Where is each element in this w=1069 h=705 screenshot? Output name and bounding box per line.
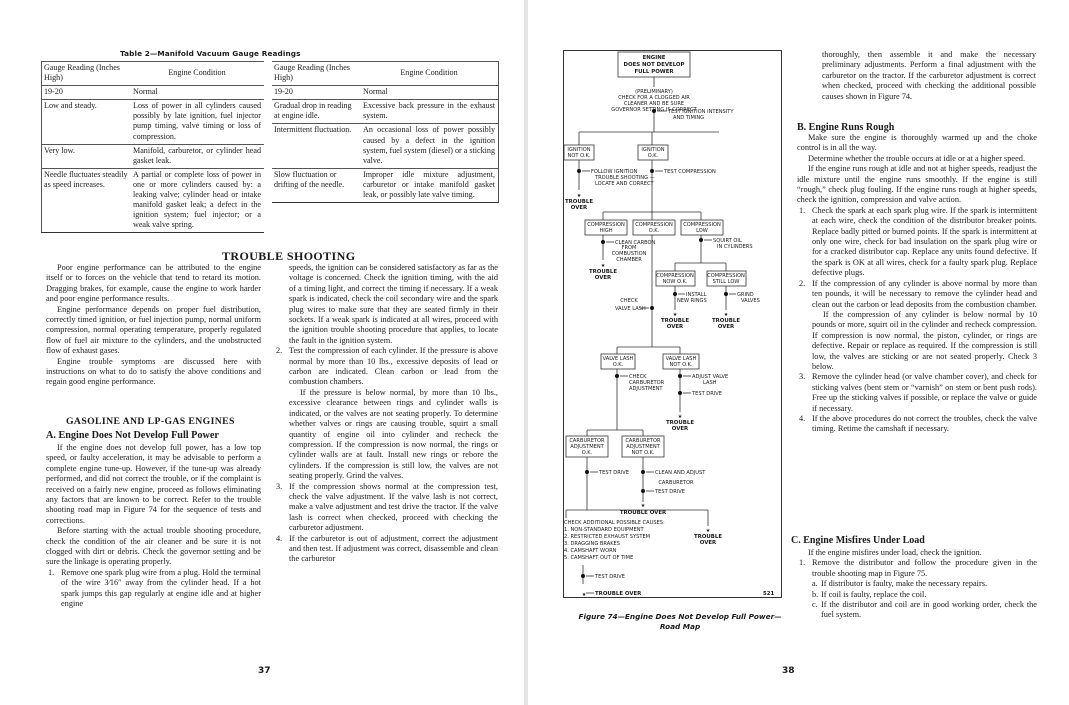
paragraph: thoroughly, then assemble it and make the necessary preliminary adjustments. Perform a final adjustment with the carburetor on the tractor. If the carburetor adjustment is correct when checked, proceed with checking the additional possible causes shown in Figure 74. [822,50,1036,101]
star-icon: ★ [581,592,587,598]
star-icon: ★ [576,193,582,199]
svg-text:STILL LOW: STILL LOW [712,279,740,285]
list-item [46,568,261,610]
svg-text:ADJUSTMENT: ADJUSTMENT [629,386,663,392]
section-b-heading: B. Engine Runs Rough [797,122,895,133]
condition-cell: A partial or complete loss of power in one or more cylinders caused by: a leaking valve; cylinder head or intake manifold gasket leak; a defect in the ignition system; fuel injector; or a weak valve spring. [131,168,264,233]
section-a-text [46,443,261,610]
svg-text:OVER: OVER [570,205,588,211]
step-text: Remove one spark plug wire from a plug. Hold the terminal of the wire 3⁄16″ away from the cylinder head. If a hot spark jumps this gap regularly at engine idle and at higher engine [61,567,261,609]
step-number: 2. [799,278,806,288]
col-header-condition: Engine Condition [131,62,264,86]
svg-text:ADJUSTMENT: ADJUSTMENT [570,444,604,450]
step-text: If the compression of any cylinder is below normal by 10 pounds or more, squirt oil in the cylinder and recheck compression. If compression is now normal, the piston, cylinder, or rings are defective. Repair or replace as required. If the compression is still low, the valves are sticking or are not seated properly. Check 3 below. [812,309,1037,371]
svg-text:HIGH: HIGH [599,228,613,234]
svg-text:DOES NOT DEVELOP: DOES NOT DEVELOP [623,62,685,68]
svg-text:5. CAMSHAFT OUT OF TIME: 5. CAMSHAFT OUT OF TIME [564,555,634,561]
gasoline-lp-gas-heading: GASOLINE AND LP-GAS ENGINES [66,416,235,427]
step-text: If the distributor and coil are in good working order, check the fuel system. [821,600,1037,620]
svg-text:COMBUSTION: COMBUSTION [611,251,647,257]
step-text: Remove the cylinder head (or valve chamber cover), and check for sticking valves (bent stem or “varnish” on stem or bent push rods). Free up the sticking valves if possible, or replace the valve or guide if necessary. [812,372,1037,413]
svg-text:O.K.: O.K. [648,228,660,234]
step-number: 1. [799,205,806,215]
svg-text:CHECK FOR A CLOGGED AIR: CHECK FOR A CLOGGED AIR [618,95,690,101]
svg-text:VALVE LASH: VALVE LASH [665,356,697,362]
list-item [274,482,498,534]
paragraph: If the engine misfires under load, check the ignition. [808,548,982,557]
list-item [274,346,498,481]
svg-text:NOT O.K.: NOT O.K. [631,450,655,456]
svg-text:CHECK: CHECK [620,298,638,304]
col-header-reading: Gauge Reading (Inches High) [42,62,132,86]
vacuum-table-right [272,61,499,203]
section-c-text [797,548,1037,621]
page-number-right: 38 [782,666,795,676]
steps-list [797,558,1037,620]
svg-text:CLEAN CARBON: CLEAN CARBON [615,240,656,246]
list-item [797,579,1037,589]
svg-text:OVER: OVER [666,324,684,330]
svg-text:CARBURETOR: CARBURETOR [625,438,661,444]
svg-text:IGNITION: IGNITION [641,147,665,153]
step-text: If coil is faulty, replace the coil. [821,589,927,599]
list-item [274,534,498,565]
svg-text:OVER: OVER [594,275,612,281]
star-icon: ★ [723,312,729,318]
step-text: If the pressure is below normal, by more than 10 lbs., excessive clearance between rings and cylinder walls is indicated, or the valves are not seating properly. To determine whether valves or rings are causing trouble, squirt a small quantity of engine oil into cylinder and recheck the compression. If the compression is now normal, the rings or cylinder walls are at fault. Install new rings or rebore the cylinders. If the compression is still low, the valves are not seating properly. Grind the valves. [289,387,498,481]
list-item [797,558,1037,579]
reading-cell: Gradual drop in reading at engine idle. [272,100,361,124]
substep-letter: a. [812,579,818,589]
table-caption: Table 2—Manifold Vacuum Gauge Readings [120,49,301,58]
intro-text [46,263,261,388]
paragraph: Engine performance depends on proper fuel distribution, correctly timed ignition, or fuel injection pump, normal uniform compression, normal operating temperature, properly regulated flow of fuel air mixture to the cylinders, and the unobstructed flow of exhaust gases. [46,304,261,356]
table-row [42,144,265,168]
section-c-heading: C. Engine Misfires Under Load [791,535,925,546]
svg-text:CARBURETOR: CARBURETOR [569,438,605,444]
carburetor-continued-text [822,50,1036,102]
table-row [272,168,499,202]
svg-text:COMPRESSION: COMPRESSION [656,273,694,279]
trouble-shooting-heading: TROUBLE SHOOTING [222,249,356,263]
reading-cell: 19-20 [42,86,132,100]
section-b-text [797,133,1037,435]
svg-text:TEST DRIVE: TEST DRIVE [599,470,629,476]
svg-text:ADJUSTMENT: ADJUSTMENT [626,444,660,450]
step-number: 4. [276,533,283,543]
table-row [272,100,499,124]
substep-letter: c. [812,600,818,610]
svg-text:NOW O.K.: NOW O.K. [662,279,688,285]
svg-text:NOT O.K.: NOT O.K. [567,153,591,159]
paragraph: Determine whether the trouble occurs at idle or at a higher speed. [808,153,1026,163]
list-item [797,600,1037,621]
step-number: 2. [276,346,283,356]
svg-text:TROUBLE: TROUBLE [588,269,618,275]
condition-cell: Loss of power in all cylinders caused possibly by late ignition, fuel injector pump timing, valve timing or loss of compression. [131,100,264,144]
svg-text:ADJUST VALVE: ADJUST VALVE [692,374,729,380]
step-text: Remove the distributor and follow the procedure given in the trouble shooting map in Figure 75. [812,558,1037,578]
table-row [42,100,265,144]
reading-cell: Intermittent fluctuation. [272,124,361,168]
paragraph: Make sure the engine is thoroughly warmed up and the choke control is in all the way. [797,133,1037,153]
svg-text:COMPRESSION: COMPRESSION [707,273,745,279]
svg-text:FROM: FROM [621,245,637,251]
section-a-heading: A. Engine Does Not Develop Full Power [46,430,219,441]
section-a-text-col2 [274,263,498,565]
svg-text:VALVE LASH: VALVE LASH [615,306,646,312]
svg-text:O.K.: O.K. [581,450,593,456]
svg-text:TROUBLE OVER: TROUBLE OVER [595,591,642,597]
step-text: Test the compression of each cylinder. If the pressure is above normal by more than 10 lbs., excessive deposits of lead or carbon are indicated. Clean carbon or lead from the combustion chambers. [289,346,498,387]
col-header-reading: Gauge Reading (Inches High) [272,62,361,86]
svg-text:SQUIRT OIL: SQUIRT OIL [713,238,742,244]
condition-cell: Normal [361,86,499,100]
star-icon: ★ [640,503,646,509]
svg-text:NOT O.K.: NOT O.K. [669,362,693,368]
star-icon: ★ [705,528,711,534]
step-number: 4. [799,413,806,423]
substep-letter: b. [812,589,819,599]
step-text: If the compression shows normal at the compression test, check the valve adjustment. If the valve lash is not correct, make a valve adjustment and test drive the tractor. If the valve lash is correct when checked, proceed with checking the carburetor adjustment. [289,481,498,533]
svg-text:GOVERNOR SETTING IS CORRECT: GOVERNOR SETTING IS CORRECT [611,107,697,113]
svg-text:CARBURETOR: CARBURETOR [658,480,694,486]
svg-text:TEST DRIVE: TEST DRIVE [655,489,685,495]
condition-cell: Improper idle mixture adjustment, carburetor or intake manifold gasket leak, or possibly late valve timing. [361,168,499,202]
svg-text:INSTALL: INSTALL [686,292,707,298]
step-text: If distributor is faulty, make the necessary repairs. [821,579,988,589]
svg-text:COMPRESSION: COMPRESSION [683,222,721,228]
svg-text:NEW RINGS: NEW RINGS [677,298,707,304]
page-number-left: 37 [258,666,271,676]
table-row [42,86,265,100]
svg-text:COMPRESSION: COMPRESSION [635,222,673,228]
svg-text:FULL POWER: FULL POWER [634,69,674,75]
svg-text:LASH: LASH [703,380,717,386]
svg-text:ENGINE: ENGINE [642,55,666,61]
svg-text:TEST COMPRESSION: TEST COMPRESSION [664,169,716,175]
step-number: 3. [276,481,283,491]
condition-cell: Excessive back pressure in the exhaust system. [361,100,499,124]
table-row [42,168,265,233]
svg-text:TROUBLE SHOOTING —: TROUBLE SHOOTING — [595,175,655,181]
condition-cell: Normal [131,86,264,100]
svg-text:O.K.: O.K. [647,153,659,159]
svg-text:(PRELIMINARY): (PRELIMINARY) [635,89,673,95]
svg-text:2. RESTRICTED EXHAUST SYSTEM: 2. RESTRICTED EXHAUST SYSTEM [564,534,651,540]
table-row [272,124,499,168]
svg-text:521: 521 [763,591,775,597]
svg-text:IN CYLINDERS: IN CYLINDERS [717,244,753,250]
svg-text:GRIND: GRIND [737,292,754,298]
reading-cell: Needle fluctuates steadily as speed increases. [42,168,132,233]
step-text: If the carburetor is out of adjustment, correct the adjustment and then test. If adjustment was correct, disassemble and clean the carburetor [289,533,498,564]
svg-text:IGNITION: IGNITION [567,147,591,153]
svg-text:OVER: OVER [699,540,717,546]
star-icon: ★ [672,312,678,318]
list-item [797,206,1037,279]
svg-text:3. DRAGGING BRAKES: 3. DRAGGING BRAKES [564,541,621,547]
star-icon: ★ [600,263,606,269]
svg-text:TROUBLE OVER: TROUBLE OVER [619,510,667,516]
svg-text:COMPRESSION: COMPRESSION [587,222,625,228]
paragraph: Before starting with the actual trouble shooting procedure, check the condition of the air cleaner and be sure it is not clogged with dirt or debris. Check the governor setting and be sure the linkage is operating properly. [46,526,261,567]
reading-cell: 19-20 [272,86,361,100]
svg-text:CLEANER AND BE SURE: CLEANER AND BE SURE [623,101,685,107]
steps-list [274,263,498,565]
list-item [797,590,1037,600]
svg-text:CHECK ADDITIONAL POSSIBLE CAUS: CHECK ADDITIONAL POSSIBLE CAUSES: [564,520,665,526]
step-text: speeds, the ignition can be considered satisfactory as far as the voltage is concerned. Check the ignition timing, with the aid of a timing light, and correct the timing if necessary. If a weak spark is indicated, check the coil secondary wire and the spark plug wires to make sure that they are seated firmly in their sockets. If a weak spark is indicated at all wires, proceed with the ignition trouble shooting procedure that applies, to locate the fault in the ignition system. [289,263,498,345]
svg-text:TROUBLE: TROUBLE [711,318,741,324]
paragraph: If the engine does not develop full power, has a low top speed, or faulty acceleration, it may be advisable to perform a complete engine tune-up. However, if the tune-up was already performed, and did not correct the trouble, or if the complaint is received on a fairly new engine, proceed as follows eliminating any factors that are known to be correct. Refer to the trouble shooting road map in Figure 74 for the sequence of tests and corrections. [46,443,261,525]
svg-text:OVER: OVER [717,324,735,330]
steps-list [46,568,261,610]
svg-text:TEST DRIVE: TEST DRIVE [692,391,722,397]
svg-text:OVER: OVER [671,426,689,432]
svg-text:TROUBLE: TROUBLE [660,318,690,324]
step-number: 1. [799,558,806,568]
reading-cell: Slow fluctuation or drifting of the needle. [272,168,361,202]
svg-text:FOLLOW IGNITION: FOLLOW IGNITION [591,169,638,175]
svg-text:TROUBLE: TROUBLE [693,534,723,540]
figure-caption: Figure 74—Engine Does Not Develop Full Power—Road Map [578,612,782,631]
svg-text:VALVE LASH: VALVE LASH [602,356,634,362]
col-header-condition: Engine Condition [361,62,499,86]
condition-cell: An occasional loss of power possibly caused by a defect in the ignition system, fuel system (diesel) or a sticking valve. [361,124,499,168]
star-icon: ★ [677,414,683,420]
svg-text:TEST IGNITION INTENSITY: TEST IGNITION INTENSITY [668,109,734,115]
reading-cell: Very low. [42,144,132,168]
paragraph: Poor engine performance can be attributed to the engine itself or to forces on the vehicle that tend to retard its motion. Dragging brakes, for example, cause the engine to work harder and poor engine performance results. [46,263,261,304]
step-text: If the above procedures do not correct the troubles, check the valve timing. Retime the camshaft if necessary. [812,413,1037,434]
svg-text:LOW: LOW [696,228,708,234]
step-number: 3. [799,372,806,382]
svg-text:AND TIMING: AND TIMING [673,115,705,121]
list-item [797,414,1037,435]
list-item [797,372,1037,414]
svg-text:CHAMBER: CHAMBER [616,257,642,263]
svg-text:CLEAN AND ADJUST: CLEAN AND ADJUST [655,470,706,476]
step-text: If the compression of any cylinder is above normal by more than ten pounds, it will be necessary to remove the cylinder head and clean out the carbon or lead deposits from the combustion chamber. [812,278,1037,309]
road-map-flowchart [563,50,782,598]
steps-list [797,206,1037,435]
svg-text:TROUBLE: TROUBLE [665,420,695,426]
svg-text:1. NON-STANDARD EQUIPMENT: 1. NON-STANDARD EQUIPMENT [564,527,644,533]
svg-text:TEST DRIVE: TEST DRIVE [595,574,625,580]
vacuum-table-left [41,61,264,233]
reading-cell: Low and steady. [42,100,132,144]
step-number: 1. [48,567,55,577]
step-text: Check the spark at each spark plug wire. If the spark is intermittent at each wire, check the condition of the distributor breaker points. Replace badly pitted or burned points. If the spark is intermittent at only one wire, check for bad insulation on the spark plug wire or for a cracked distributor cap. Replace any units found defective. If the spark is OK at all wires, check for a faulty spark plug. Replace defective plugs. [812,205,1037,278]
paragraph: Engine trouble symptoms are discussed here with instructions on what to do to satisfy the above conditions and regain good engine performance. [46,356,261,387]
table-row [272,86,499,100]
svg-text:O.K.: O.K. [612,362,624,368]
svg-text:CHECK: CHECK [629,374,647,380]
list-item [274,263,498,346]
list-item [797,279,1037,373]
condition-cell: Manifold, carburetor, or cylinder head gasket leak. [131,144,264,168]
svg-text:CARBURETOR: CARBURETOR [629,380,665,386]
svg-text:4. CAMSHAFT WORN: 4. CAMSHAFT WORN [564,548,617,554]
svg-text:VALVES: VALVES [741,298,760,304]
paragraph: If the engine runs rough at idle and not at higher speeds, readjust the idle mixture until the engine runs smoothly. If the engine is still “rough,” check plug fouling. If the engine runs rough at higher speeds, check the ignition, compression and valve action. [797,164,1037,205]
svg-text:TROUBLE: TROUBLE [564,199,594,205]
svg-text:LOCATE AND CORRECT: LOCATE AND CORRECT [595,181,654,187]
